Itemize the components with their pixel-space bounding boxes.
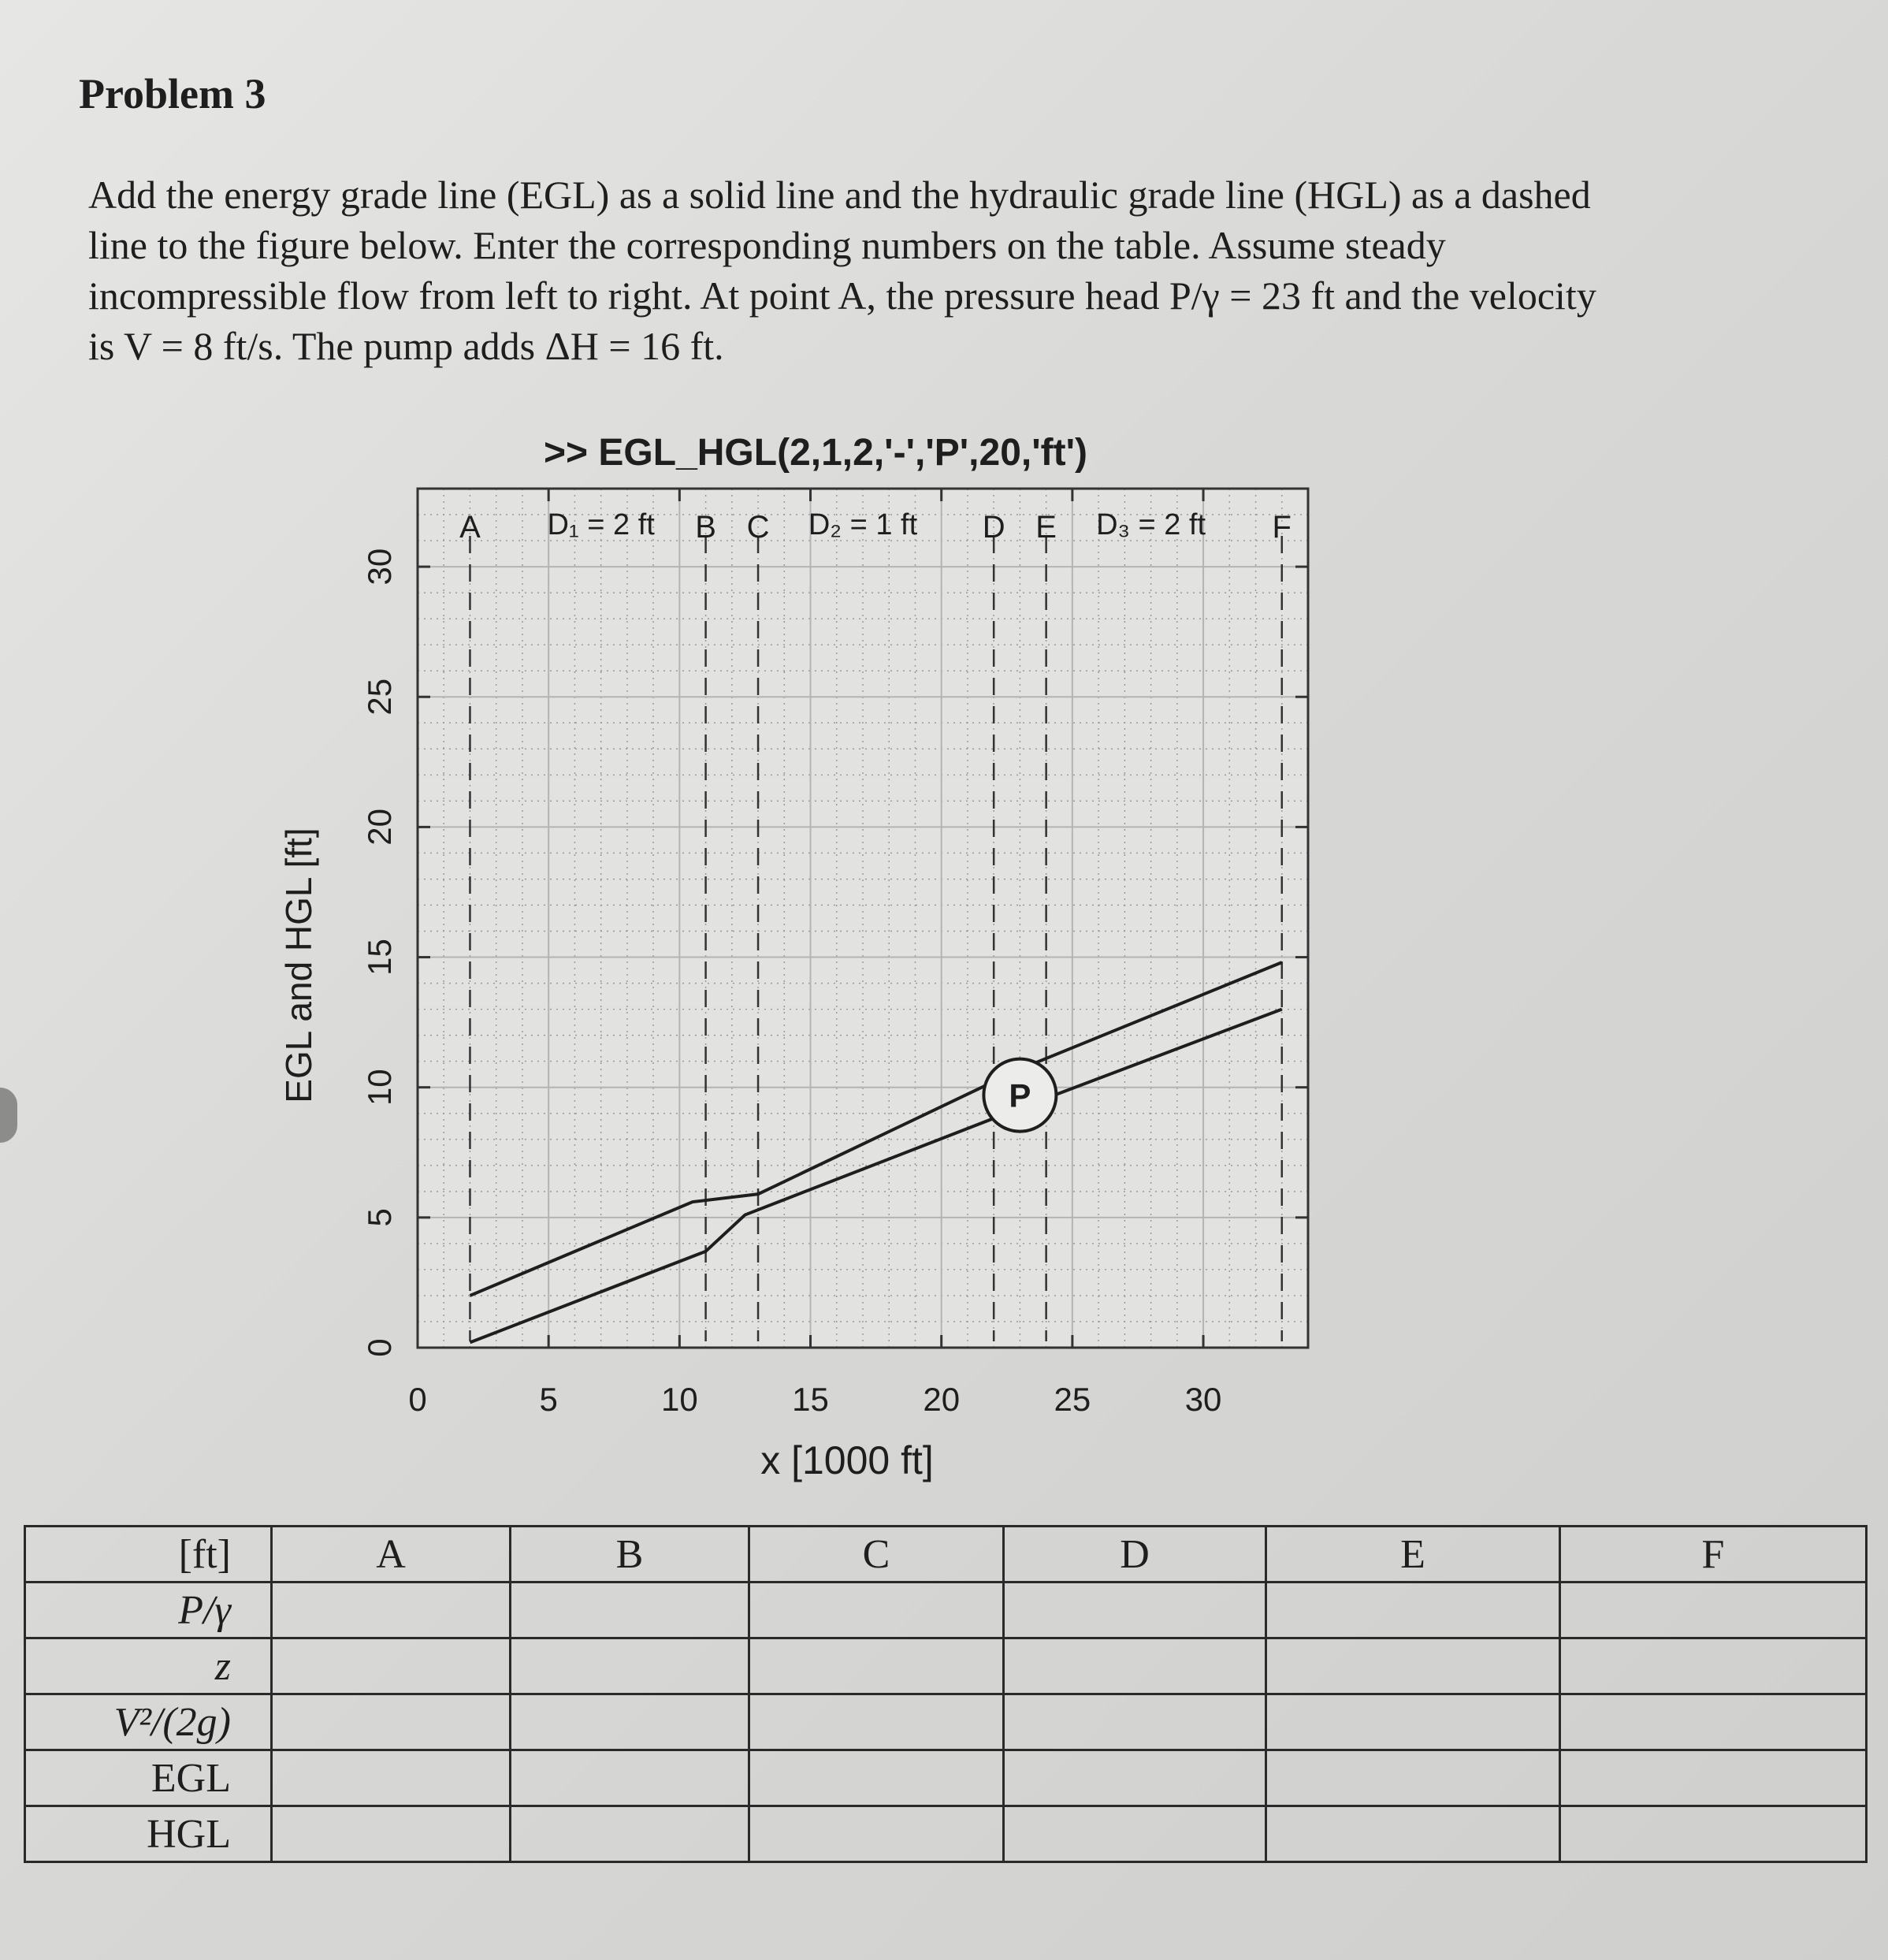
cell-input[interactable] <box>511 1638 749 1694</box>
cell-input[interactable] <box>1560 1638 1867 1694</box>
pump-label: P <box>1009 1077 1031 1114</box>
x-tick-label: 15 <box>792 1381 829 1418</box>
segment-diameter-label: D₂ = 1 ft <box>808 508 918 541</box>
row-label-egl: EGL <box>25 1750 272 1806</box>
row-label-hgl: HGL <box>25 1806 272 1862</box>
cell-input[interactable] <box>272 1638 511 1694</box>
row-label-pressure-head: P/γ <box>25 1583 272 1638</box>
results-table <box>24 1525 1868 1863</box>
station-label: A <box>459 510 481 545</box>
x-tick-label: 20 <box>923 1381 961 1418</box>
cell-input[interactable] <box>1560 1806 1867 1862</box>
y-tick-label: 0 <box>361 1338 398 1357</box>
x-tick-label: 10 <box>660 1381 698 1418</box>
table-row-velocity-head <box>25 1694 1867 1750</box>
segment-diameter-label: D₃ = 2 ft <box>1096 508 1206 541</box>
cell-input[interactable] <box>1004 1583 1266 1638</box>
table-row-hgl <box>25 1806 1867 1862</box>
problem-statement <box>88 169 1704 371</box>
y-tick-label: 20 <box>360 809 398 846</box>
table-row-pressure-head <box>25 1583 1867 1638</box>
row-label-elevation: z <box>25 1638 272 1694</box>
cell-input[interactable] <box>272 1750 511 1806</box>
y-axis-label: EGL and HGL [ft] <box>278 828 319 1103</box>
cell-input[interactable] <box>1266 1638 1560 1694</box>
cell-input[interactable] <box>1004 1750 1266 1806</box>
cell-input[interactable] <box>749 1694 1004 1750</box>
cell-input[interactable] <box>272 1694 511 1750</box>
col-header-a: A <box>272 1527 511 1583</box>
page-edge-shadow <box>0 1088 17 1143</box>
egl-hgl-figure <box>278 426 1387 1482</box>
cell-input[interactable] <box>1560 1694 1867 1750</box>
table-header-row <box>25 1527 1867 1583</box>
cell-input[interactable] <box>749 1806 1004 1862</box>
cell-input[interactable] <box>511 1583 749 1638</box>
problem-title: Problem 3 <box>79 70 266 117</box>
cell-input[interactable] <box>749 1638 1004 1694</box>
statement-line-3: incompressible flow from left to right. At point A, the pressure head P/γ = 23 ft and the velocity <box>88 273 1596 318</box>
cell-input[interactable] <box>749 1583 1004 1638</box>
cell-input[interactable] <box>1266 1583 1560 1638</box>
egl-hgl-chart <box>278 426 1387 1482</box>
station-label: E <box>1035 510 1057 545</box>
station-label: F <box>1272 510 1291 545</box>
cell-input[interactable] <box>272 1806 511 1862</box>
table-row-egl <box>25 1750 1867 1806</box>
statement-line-1: Add the energy grade line (EGL) as a solid line and the hydraulic grade line (HGL) as a dashed <box>88 173 1591 217</box>
row-label-velocity-head: V²/(2g) <box>25 1694 272 1750</box>
y-tick-label: 25 <box>361 678 398 716</box>
cell-input[interactable] <box>511 1694 749 1750</box>
y-tick-label: 15 <box>361 939 398 976</box>
col-header-f: F <box>1560 1527 1867 1583</box>
cell-input[interactable] <box>1266 1750 1560 1806</box>
x-tick-label: 25 <box>1054 1381 1091 1418</box>
y-tick-label: 10 <box>361 1069 398 1106</box>
chart-title: >> EGL_HGL(2,1,2,'-','P',20,'ft') <box>544 432 1087 474</box>
cell-input[interactable] <box>1004 1638 1266 1694</box>
station-label: D <box>982 510 1005 545</box>
segment-diameter-label: D₁ = 2 ft <box>547 508 655 541</box>
table-row-elevation <box>25 1638 1867 1694</box>
x-tick-label: 30 <box>1184 1381 1222 1418</box>
cell-input[interactable] <box>1560 1750 1867 1806</box>
x-tick-label: 0 <box>408 1381 427 1418</box>
cell-input[interactable] <box>511 1806 749 1862</box>
station-label: C <box>746 510 770 545</box>
cell-input[interactable] <box>749 1750 1004 1806</box>
cell-input[interactable] <box>1004 1694 1266 1750</box>
cell-input[interactable] <box>272 1583 511 1638</box>
col-header-e: E <box>1266 1527 1560 1583</box>
cell-input[interactable] <box>1004 1806 1266 1862</box>
y-tick-label: 5 <box>361 1208 398 1227</box>
cell-input[interactable] <box>1266 1806 1560 1862</box>
x-axis-label: x [1000 ft] <box>760 1438 934 1482</box>
col-header-b: B <box>511 1527 749 1583</box>
statement-line-2: line to the figure below. Enter the corresponding numbers on the table. Assume steady <box>88 223 1446 267</box>
col-header-c: C <box>749 1527 1004 1583</box>
x-tick-label: 5 <box>539 1381 558 1418</box>
cell-input[interactable] <box>511 1750 749 1806</box>
cell-input[interactable] <box>1560 1583 1867 1638</box>
table-corner-unit: [ft] <box>25 1527 272 1583</box>
y-tick-label: 30 <box>361 548 398 586</box>
cell-input[interactable] <box>1266 1694 1560 1750</box>
col-header-d: D <box>1004 1527 1266 1583</box>
statement-line-4: is V = 8 ft/s. The pump adds ΔH = 16 ft. <box>88 324 724 368</box>
station-label: B <box>695 510 716 545</box>
